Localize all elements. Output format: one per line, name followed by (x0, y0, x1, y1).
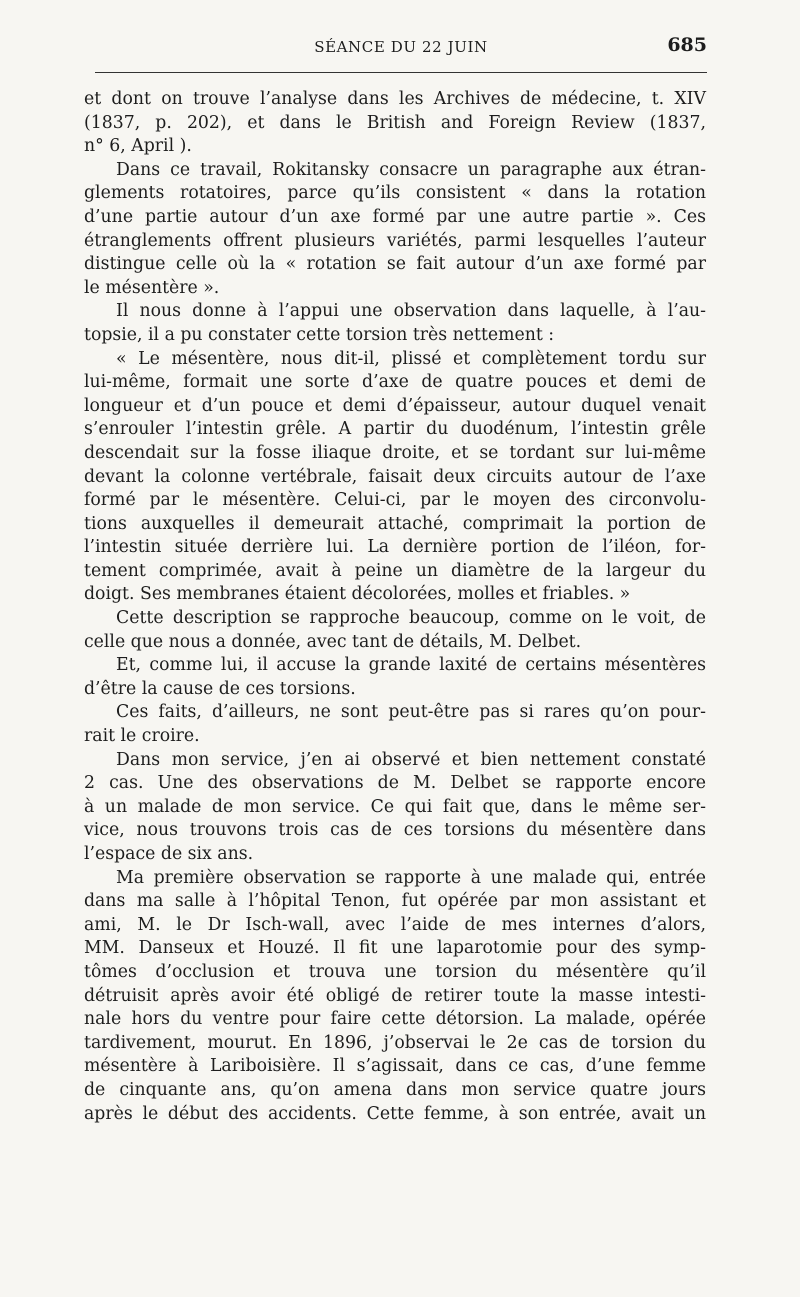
text-line: détruisit après avoir été obligé de retirer toute la masse intesti- (84, 985, 706, 1006)
text-line: vice, nous trouvons trois cas de ces torsions du mésentère dans (84, 820, 706, 841)
text-line: à un malade de mon service. Ce qui fait que, dans le même ser- (84, 796, 706, 817)
text-line: d’être la cause de ces torsions. (84, 678, 356, 699)
text-line: le mésentère ». (84, 277, 220, 298)
text-line: de cinquante ans, qu’on amena dans mon service quatre jours (84, 1079, 706, 1100)
text-line: Cette description se rapproche beaucoup, comme on le voit, de (116, 608, 706, 629)
text-line: mésentère à Lariboisière. Il s’agissait, dans ce cas, d’une femme (84, 1056, 706, 1077)
text-line: n° 6, April ). (84, 136, 192, 157)
text-line: glements rotatoires, parce qu’ils consistent « dans la rotation (84, 183, 706, 204)
text-line: MM. Danseux et Houzé. Il fit une laparotomie pour des symp- (84, 938, 706, 959)
text-line: et dont on trouve l’analyse dans les Archives de médecine, t. XIV (84, 89, 706, 109)
page-number: 685 (667, 34, 707, 56)
text-line: devant la colonne vertébrale, faisait deux circuits autour de l’axe (84, 466, 706, 487)
page-header (95, 30, 707, 66)
text-line: distingue celle où la « rotation se fait autour d’un axe formé par (84, 254, 706, 275)
text-line: s’enrouler l’intestin grêle. A partir du duodénum, l’intestin grêle (84, 419, 706, 440)
text-line: Et, comme lui, il accuse la grande laxité de certains mésentères (116, 655, 706, 676)
running-head: SÉANCE DU 22 JUIN (314, 38, 488, 56)
text-line: doigt. Ses membranes étaient décolorées, molles et friables. » (84, 584, 631, 605)
text-line: étranglements offrent plusieurs variétés, parmi lesquelles l’auteur (84, 230, 706, 251)
text-line: (1837, p. 202), et dans le British and Foreign Review (1837, (84, 112, 706, 133)
text-line: lui-même, formait une sorte d’axe de quatre pouces et demi de (84, 372, 706, 393)
text-line: l’espace de six ans. (84, 844, 254, 864)
text-line: descendait sur la fosse iliaque droite, et se tordant sur lui-même (84, 442, 706, 463)
text-line: Il nous donne à l’appui une observation dans laquelle, à l’au- (116, 301, 706, 322)
text-line: rait le croire. (84, 726, 200, 747)
text-line: nale hors du ventre pour faire cette détorsion. La malade, opérée (84, 1009, 706, 1030)
text-line: Dans mon service, j’en ai observé et bien nettement constaté (116, 749, 706, 770)
text-line: tions auxquelles il demeurait attaché, comprimait la portion de (84, 513, 706, 534)
text-line: longueur et d’un pouce et demi d’épaisseur, autour duquel venait (84, 395, 706, 416)
text-line: Ma première observation se rapporte à une malade qui, entrée (116, 867, 706, 888)
text-line: Ces faits, d’ailleurs, ne sont peut-être pas si rares qu’on pour- (116, 702, 706, 723)
text-line: topsie, il a pu constater cette torsion très nettement : (84, 324, 555, 345)
text-line: tardivement, mourut. En 1896, j’observai le 2e cas de torsion du (84, 1032, 706, 1053)
text-line: après le début des accidents. Cette femme, à son entrée, avait un (84, 1103, 706, 1124)
text-line: 2 cas. Une des observations de M. Delbet se rapporte encore (84, 773, 706, 794)
text-line: d’une partie autour d’un axe formé par une autre partie ». Ces (84, 206, 706, 227)
header-rule (95, 72, 707, 73)
text-line: dans ma salle à l’hôpital Tenon, fut opérée par mon assistant et (84, 891, 706, 912)
text-line: « Le mésentère, nous dit-il, plissé et complètement tordu sur (116, 348, 706, 369)
text-line: ami, M. le Dr Isch-wall, avec l’aide de mes internes d’alors, (84, 914, 706, 935)
text-line: tement comprimée, avait à peine un diamètre de la largeur du (84, 560, 706, 581)
text-line: l’intestin située derrière lui. La dernière portion de l’iléon, for- (84, 537, 706, 558)
text-line: Dans ce travail, Rokitansky consacre un paragraphe aux étran- (116, 159, 706, 180)
text-line: formé par le mésentère. Celui-ci, par le moyen des circonvolu- (84, 490, 706, 511)
text-line: tômes d’occlusion et trouva une torsion du mésentère qu’il (84, 961, 706, 982)
body-text (84, 88, 706, 1126)
text-line: celle que nous a donnée, avec tant de détails, M. Delbet. (84, 631, 582, 652)
